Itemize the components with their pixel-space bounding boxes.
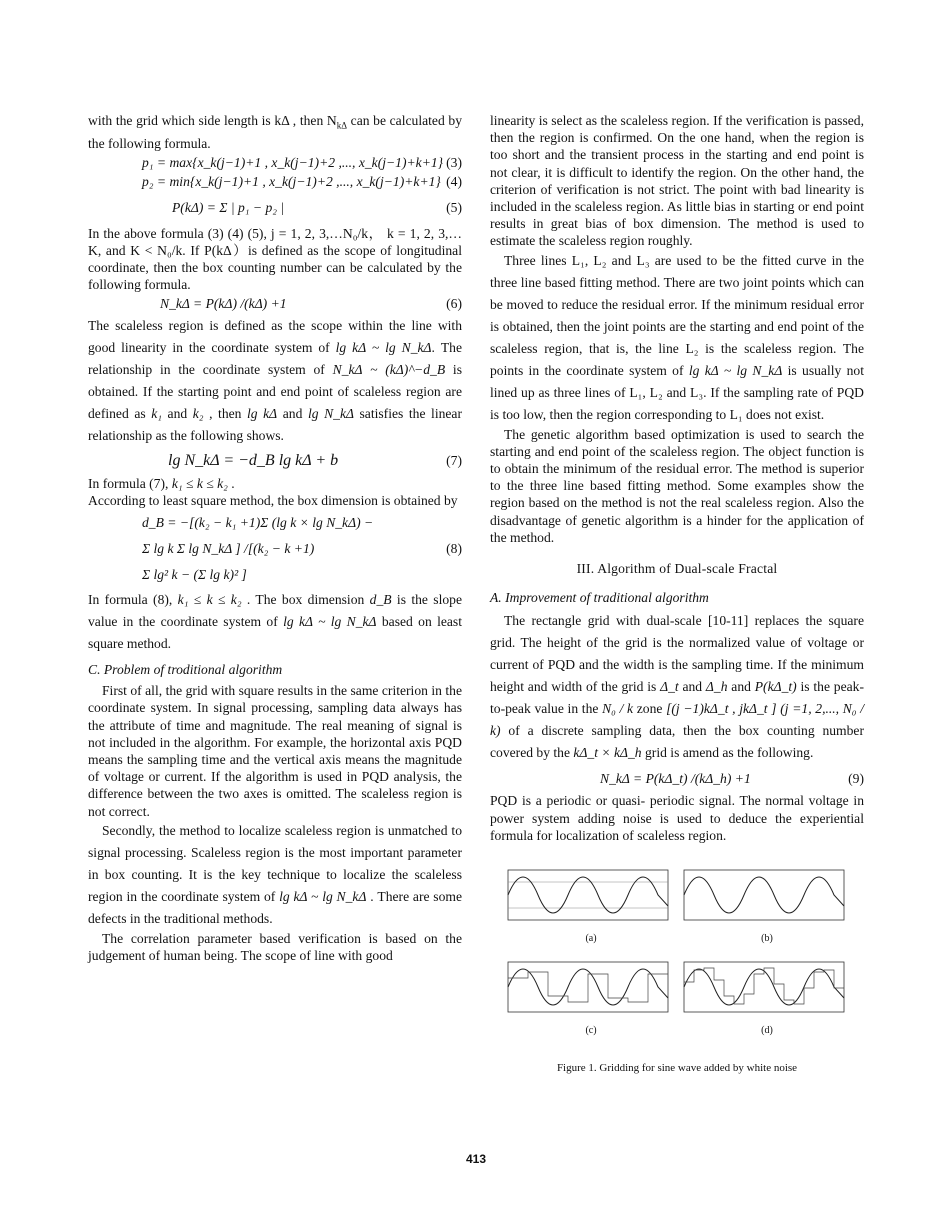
panel-d-plot <box>680 958 850 1018</box>
paragraph-formula7-condition: In formula (7), k₁ ≤ k ≤ k₂ . <box>88 475 235 491</box>
figure-1-caption: Figure 1. Gridding for sine wave added by white noise <box>556 1062 798 1075</box>
page-number: 413 <box>465 1152 487 1166</box>
equation-6: N_kΔ = P(kΔ) /(kΔ) +1 (6) <box>160 296 462 312</box>
paragraph-scaleless-definition: The scaleless region is defined as the scope within the line with good linearity in the coordinate system of lg kΔ ~ lg N_kΔ. The relationship in the coordinate system of N_kΔ ~ (kΔ)^−d_B is obtained. If the starting point and end point of scaleless region are defined as k₁ and k₂ , then lg kΔ and lg N_kΔ satisfies the linear relationship as the following shows. <box>88 317 462 443</box>
paragraph-dual-scale-grid: The rectangle grid with dual-scale [10-11] replaces the square grid. The height of the grid is the normalized value of voltage or current of PQD and the width is the sampling time. If the minimum height and width of the grid is Δ_t and Δ_h and P(kΔ_t) is the peak-to-peak value in the N₀ / k zone [(j −1)kΔ_t , jkΔ_t ] (j =1, 2,..., N₀ / k) of a discrete sampling data, then the box counting number covered by the kΔ_t × kΔ_h grid is amend as the following. <box>490 613 864 761</box>
equation-4: p₂ = min{x_k(j−1)+1 , x_k(j−1)+2 ,..., x_k(j−1)+k+1} (4) <box>142 174 462 190</box>
equation-8-line-2: Σ lg k Σ lg N_kΔ ] /[(k₂ − k +1) (8) <box>142 541 462 557</box>
right-column <box>490 112 864 1077</box>
equation-8-line-1: d_B = −[(k₂ − k₁ +1)Σ (lg k × lg N_kΔ) − <box>142 515 374 531</box>
panel-c-label: (c) <box>585 1025 597 1037</box>
figure-panel-a <box>504 866 674 926</box>
paragraph-pqd-periodic: PQD is a periodic or quasi- periodic signal. The normal voltage in power system adding noise is used to deduce the experiential formula for localization of scaleless region. <box>490 793 864 843</box>
subsection-c-heading: C. Problem of troditional algorithm <box>88 661 283 677</box>
paragraph-problem-second: Secondly, the method to localize scaleless region is unmatched to signal processing. Scaleless region is the most important parameter in box counting. It is the key technique to localize the scaleless region in the coordinate system of lg kΔ ~ lg N_kΔ . There are some defects in the traditional methods. <box>88 822 462 926</box>
paragraph-box-dimension: In formula (8), k₁ ≤ k ≤ k₂ . The box dimension d_B is the slope value in the coordinate system of lg kΔ ~ lg N_kΔ based on least square method. <box>88 591 462 651</box>
equation-7: lg N_kΔ = −d_B lg kΔ + b (7) <box>168 451 462 469</box>
left-column <box>88 112 462 964</box>
figure-panel-d <box>680 958 850 1018</box>
equation-8-line-3: Σ lg² k − (Σ lg k)² ] <box>142 567 247 583</box>
paragraph-linearity: linearity is select as the scaleless region. If the verification is passed, then the region is confirmed. On the one hand, when the region is too short and the transient process in the starting and end point is not clear, it is difficult to identify the region. On the other hand, the criterion of verification is not strict. The point with bad linearity is included in the scaleless region. As little bias in starting or end point results in great bias of box dimension. The method is used to estimate the scaleless region roughly. <box>490 113 864 249</box>
paragraph-genetic-algorithm: The genetic algorithm based optimization is used to search the starting and end point of the scaleless region. The object function is to obtain the minimum of the residual error. The method is superior to the three line based fitting method. Some examples show the region based on the method is not the real scaleless region. Also the disadvantage of genetic algorithm is a hinder for the application of the method. <box>490 426 864 545</box>
panel-b-label: (b) <box>761 933 773 945</box>
section-iii-heading: III. Algorithm of Dual-scale Fractal <box>576 561 778 577</box>
panel-a-plot <box>504 866 674 926</box>
figure-panel-c <box>504 958 674 1018</box>
paragraph-intro: with the grid which side length is kΔ , then $N_{k\Delta}$ can be calculated by the following formula. <box>88 113 462 151</box>
equation-5: P(kΔ) = Σ | p₁ − p₂ | (5) <box>172 199 462 215</box>
panel-d-label: (d) <box>761 1025 773 1037</box>
figure-1 <box>490 866 864 1052</box>
paragraph-least-square: According to least square method, the box dimension is obtained by <box>88 492 458 508</box>
panel-c-plot <box>504 958 674 1018</box>
panel-b-plot <box>680 866 850 926</box>
figure-panel-b <box>680 866 850 926</box>
equation-9: N_kΔ = P(kΔ_t) /(kΔ_h) +1 (9) <box>600 770 864 786</box>
panel-a-label: (a) <box>585 933 597 945</box>
equation-3: p₁ = max{x_k(j−1)+1 , x_k(j−1)+2 ,..., x_k(j−1)+k+1} (3) <box>142 155 462 171</box>
paragraph-three-lines: Three lines L₁, L₂ and L₃ are used to be the fitted curve in the three line based fitting method. There are two joint points which can be moved to reduce the residual error. If the minimum residual error is obtained, then the joint points are the starting and end point of the scaleless region, that is, the line L₂ is the scaleless region. The points in the coordinate system of lg kΔ ~ lg N_kΔ is usually not lined up as three lines of L₁, L₂ and L₃. If the sampling rate of PQD is too low, then the region corresponding to L₁ does not exist. <box>490 252 865 422</box>
paragraph-problem-third: The correlation parameter based verification is based on the judgement of human being. The scope of line with good <box>88 930 462 963</box>
subsection-a-heading: A. Improvement of traditional algorithm <box>490 590 709 606</box>
paragraph-formula-notes: In the above formula (3) (4) (5), j = 1, 2, 3,…N₀/k， k = 1, 2, 3,…K, and K < N₀/k. If P(kΔ）is defined as the scope of longitudinal coordinate, then the box counting number can be calculated by the following formula. <box>88 225 462 293</box>
paragraph-problem-first: First of all, the grid with square results in the same criterion in the coordinate system. In signal processing, sampling data always has the attribute of time and magnitude. The real meaning of signal is not included in the algorithm. For example, the horizontal axis PQD means the sampling time and the vertical axis means the magnitude of voltage or current. If the algorithm is used in PQD analysis, the difference between the two axes is omitted. The scaleless region is not correct. <box>88 683 462 819</box>
